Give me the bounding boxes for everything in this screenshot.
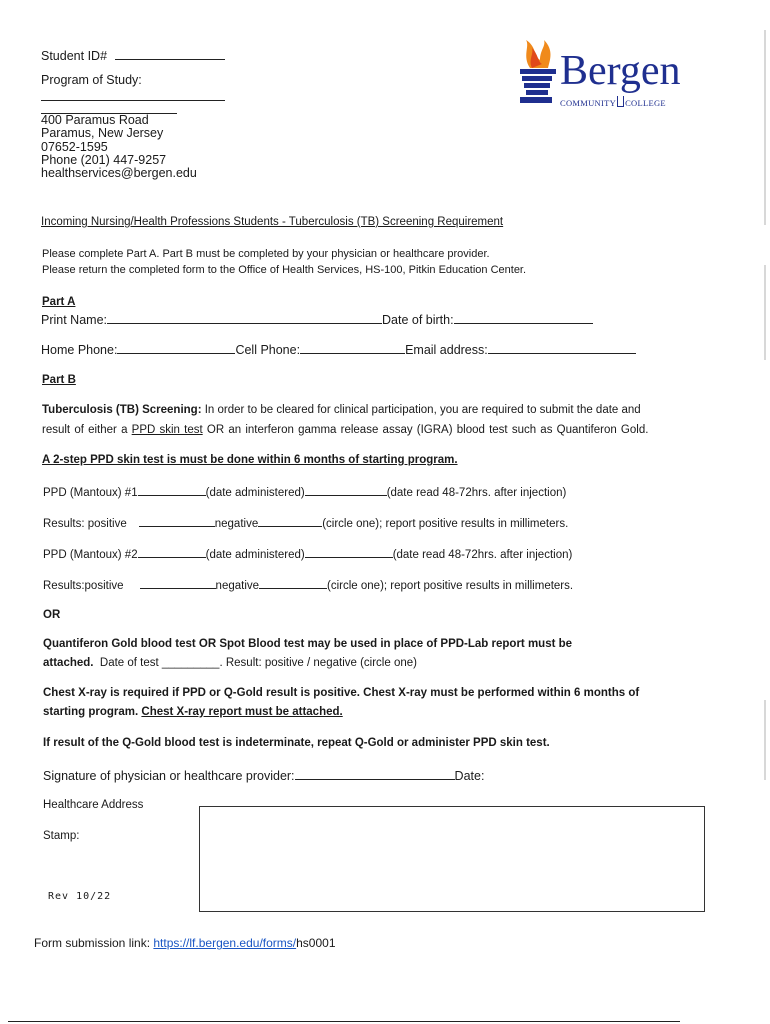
ppd1-results-row (43, 514, 568, 530)
edge-line (764, 700, 766, 780)
two-step-notice: A 2-step PPD skin test is must be done within 6 months of starting program. (42, 454, 458, 466)
submission-label: Form submission link: (34, 936, 154, 950)
results-positive-label: Results:positive (43, 580, 124, 592)
edge-line (764, 265, 766, 360)
stamp-box[interactable] (199, 806, 705, 912)
tb-paragraph-line1 (42, 404, 641, 416)
ppd2-row (43, 545, 572, 561)
negative-label: negative (214, 518, 259, 530)
print-name-label: Print Name: (41, 313, 107, 327)
contact-row (41, 341, 636, 357)
college-address (41, 114, 197, 180)
ppd2-negative-input[interactable] (259, 576, 327, 589)
revision-label: Rev 10/22 (48, 891, 112, 902)
student-id-field (41, 47, 225, 63)
program-label: Program of Study: (41, 73, 142, 87)
tb-text: result of either a (42, 424, 132, 436)
qgold-line1: Quantiferon Gold blood test OR Spot Blood test may be used in place of PPD-Lab report must be (43, 638, 573, 650)
xray-line2 (43, 706, 343, 718)
submission-link[interactable]: https://lf.bergen.edu/forms/ (153, 936, 297, 950)
address-line: Paramus, New Jersey (41, 126, 164, 141)
edge-line (764, 30, 766, 225)
signature-date-label: Date: (454, 769, 485, 783)
xray-line1: Chest X-ray is required if PPD or Q-Gold result is positive. Chest X-ray must be performed within 6 months of (43, 687, 640, 699)
email-input[interactable] (488, 341, 636, 354)
ppd1-positive-input[interactable] (139, 514, 215, 527)
print-name-input[interactable] (107, 311, 382, 324)
ppd2-results-row (43, 576, 573, 592)
tb-paragraph-line2 (42, 424, 648, 436)
ppd1-date-administered-input[interactable] (138, 483, 206, 496)
bergen-logo (516, 38, 706, 114)
circle-one-label: (circle one); report positive results in millimeters. (322, 518, 569, 530)
ppd1-label: PPD (Mantoux) #1 (43, 487, 138, 499)
tb-heading: Tuberculosis (TB) Screening: (42, 404, 202, 416)
ppd1-date-read-input[interactable] (305, 483, 387, 496)
instruction-line: Please return the completed form to the Office of Health Services, HS-100, Pitkin Education Center. (42, 264, 527, 276)
submission-form-code: hs0001 (296, 936, 336, 950)
ppd2-label: PPD (Mantoux) #2 (43, 549, 138, 561)
ppd-skin-test-text: PPD skin test (131, 424, 203, 436)
logo-word-community: COMMUNITY (560, 98, 617, 108)
circle-one-label: (circle one); report positive results in millimeters. (327, 580, 574, 592)
student-id-label: Student ID# (41, 49, 108, 63)
ppd2-date-read-input[interactable] (305, 545, 393, 558)
email-label: Email address: (405, 343, 488, 357)
bottom-rule (8, 1021, 680, 1022)
address-line: 07652-1595 (41, 139, 108, 154)
cell-phone-input[interactable] (300, 341, 405, 354)
tb-text: In order to be cleared for clinical participation, you are required to submit the date and (201, 404, 641, 416)
healthcare-address-label: Healthcare Address (43, 799, 144, 811)
indeterminate-notice: If result of the Q-Gold blood test is indeterminate, repeat Q-Gold or administer PPD skin test. (43, 737, 550, 749)
stamp-label: Stamp: (43, 830, 80, 842)
date-administered-label: (date administered) (205, 487, 305, 499)
date-administered-label: (date administered) (205, 549, 305, 561)
address-line: 400 Paramus Road (41, 113, 149, 127)
logo-word-college: COLLEGE (625, 98, 666, 108)
negative-label: negative (215, 580, 260, 592)
xray-attached-notice: Chest X-ray report must be attached. (141, 706, 343, 718)
tb-text: OR an interferon gamma release assay (IGRA) blood test such as Quantiferon Gold. (202, 424, 649, 436)
home-phone-label: Home Phone: (41, 343, 118, 357)
signature-row (43, 767, 484, 783)
signature-label: Signature of physician or healthcare provider: (43, 769, 295, 783)
dob-label: Date of birth: (382, 313, 454, 327)
signature-input[interactable] (295, 767, 455, 780)
email-text: healthservices@bergen.edu (41, 166, 197, 181)
xray-text: starting program. (43, 706, 142, 718)
part-a-heading: Part A (42, 296, 76, 308)
date-read-label: (date read 48-72hrs. after injection) (386, 487, 567, 499)
ppd1-negative-input[interactable] (258, 514, 322, 527)
phone-text: Phone (201) 447-9257 (41, 152, 167, 167)
qgold-date-result: Date of test _________. Result: positive / negative (circle one) (99, 657, 417, 669)
qgold-attached: attached. (43, 657, 94, 669)
home-phone-input[interactable] (117, 341, 235, 354)
submission-row (34, 936, 336, 950)
logo-wordmark: Bergen (560, 48, 681, 94)
instruction-line: Please complete Part A. Part B must be completed by your physician or healthcare provider. (42, 248, 490, 260)
logo-subtitle (560, 96, 666, 108)
part-b-heading: Part B (42, 374, 76, 386)
cell-phone-label: Cell Phone: (235, 343, 301, 357)
ppd2-positive-input[interactable] (140, 576, 216, 589)
program-input[interactable] (41, 100, 225, 101)
student-id-input[interactable] (115, 47, 225, 60)
qgold-line2 (43, 657, 417, 669)
dob-input[interactable] (454, 311, 593, 324)
form-title: Incoming Nursing/Health Professions Students - Tuberculosis (TB) Screening Requirement (41, 216, 504, 228)
ppd1-row (43, 483, 566, 499)
print-name-row (41, 311, 593, 327)
date-read-label: (date read 48-72hrs. after injection) (392, 549, 573, 561)
or-divider: OR (43, 609, 61, 621)
results-positive-label: Results: positive (43, 518, 127, 530)
ppd2-date-administered-input[interactable] (138, 545, 206, 558)
